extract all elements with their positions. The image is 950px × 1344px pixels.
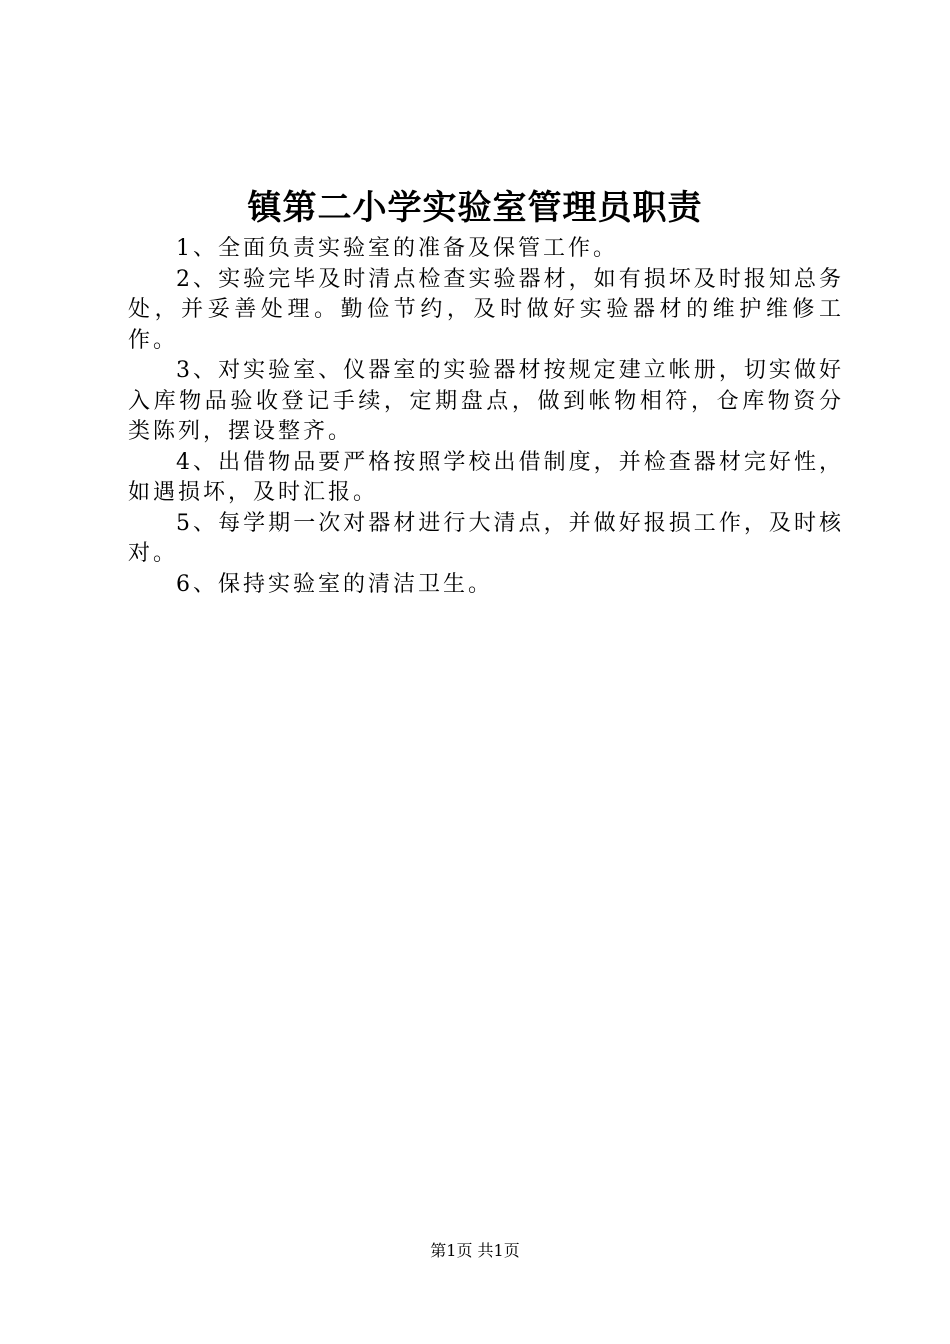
duty-item-2: 2、实验完毕及时清点检查实验器材，如有损坏及时报知总务处，并妥善处理。勤俭节约，及时做好实验器材的维护维修工作。 xyxy=(128,266,844,353)
document-body xyxy=(128,234,844,600)
duty-item-1: 1、全面负责实验室的准备及保管工作。 xyxy=(176,236,618,261)
duty-item-3: 3、对实验室、仪器室的实验器材按规定建立帐册，切实做好入库物品验收登记手续，定期盘点，做到帐物相符，仓库物资分类陈列，摆设整齐。 xyxy=(128,358,844,444)
duty-item-5: 5、每学期一次对器材进行大清点，并做好报损工作，及时核对。 xyxy=(128,510,844,566)
document-title: 镇第二小学实验室管理员职责 xyxy=(247,188,703,228)
page-number-footer: 第1页 共1页 xyxy=(430,1241,520,1260)
duty-item-6: 6、保持实验室的清洁卫生。 xyxy=(176,571,493,597)
duty-item-4: 4、出借物品要严格按照学校出借制度，并检查器材完好性，如遇损坏，及时汇报。 xyxy=(128,449,844,505)
